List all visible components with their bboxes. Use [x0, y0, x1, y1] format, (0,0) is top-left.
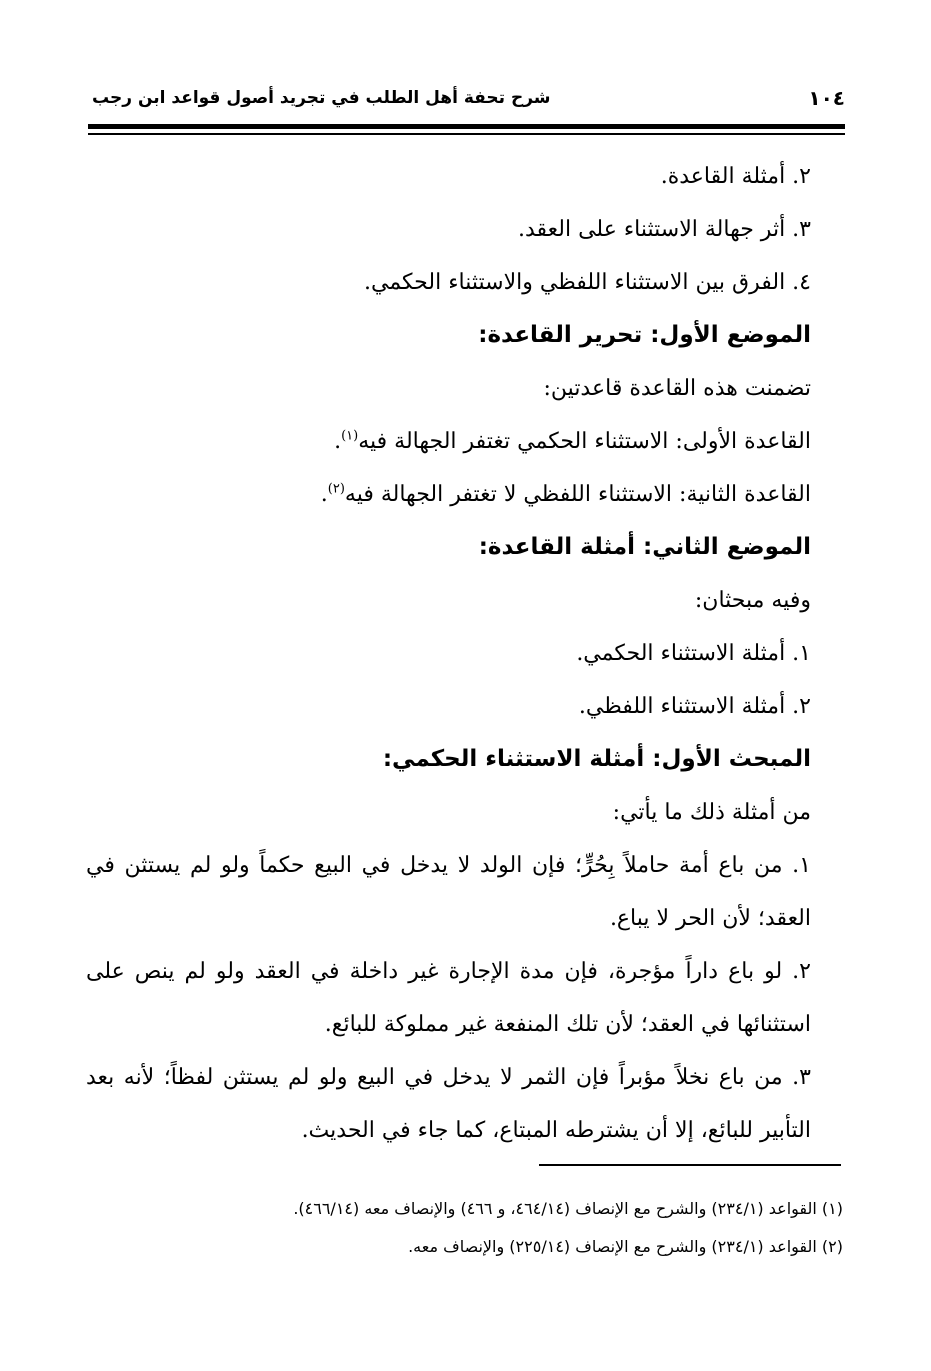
footnote-1: (١) القواعد (٢٣٤/١) والشرح مع الإنصاف (٤٦٤/١٤، و ٤٦٦) والإنصاف معه (٤٦٦/١٤). — [293, 1199, 843, 1218]
intro-paragraph-3: من أمثلة ذلك ما يأتي: — [612, 800, 811, 825]
rule-two: القاعدة الثانية: الاستثناء اللفظي لا تغتفر الجهالة فيه$^{(٢)}$. — [320, 481, 811, 507]
section-heading-1: الموضع الأول: تحرير القاعدة: — [478, 322, 811, 348]
list-item-4: ٤. الفرق بين الاستثناء اللفظي والاستثناء الحكمي. — [363, 270, 811, 295]
section-heading-2: الموضع الثاني: أمثلة القاعدة: — [478, 534, 811, 560]
intro-paragraph-2: وفيه مبحثان: — [694, 588, 811, 613]
example-1: ١. من باع أمة حاملاً بِحُرٍّ؛ فإن الولد لا يدخل في البيع حكماً ولو لم يستثن في العقد؛ لأن الحر لا يباع. — [86, 853, 811, 931]
page-number: ١٠٤ — [808, 86, 845, 110]
sub-item-1: ١. أمثلة الاستثناء الحكمي. — [576, 641, 811, 666]
sub-item-2: ٢. أمثلة الاستثناء اللفظي. — [578, 694, 811, 719]
footnote-ref-1[interactable]: (١) — [341, 428, 359, 444]
header-rule-thin — [88, 133, 845, 135]
section-heading-3: المبحث الأول: أمثلة الاستثناء الحكمي: — [382, 746, 811, 772]
page-header — [92, 86, 845, 116]
footnote-2: (٢) القواعد (٢٣٤/١) والشرح مع الإنصاف (٢٢٥/١٤) والإنصاف معه. — [408, 1237, 843, 1256]
main-text — [86, 150, 811, 1157]
list-item-3: ٣. أثر جهالة الاستثناء على العقد. — [517, 217, 811, 242]
footnotes — [86, 1190, 843, 1266]
example-2: ٢. لو باع داراً مؤجرة، فإن مدة الإجارة غير داخلة في العقد ولو لم ينص على استثنائها في العقد؛ لأن تلك المنفعة غير مملوكة للبائع. — [86, 959, 811, 1037]
footnote-separator — [539, 1164, 841, 1166]
rule-one-text: القاعدة الأولى: الاستثناء الحكمي تغتفر الجهالة فيه — [358, 429, 811, 454]
rule-two-text: القاعدة الثانية: الاستثناء اللفظي لا تغتفر الجهالة فيه — [344, 482, 811, 507]
intro-paragraph-1: تضمنت هذه القاعدة قاعدتين: — [543, 376, 811, 401]
rule-one: القاعدة الأولى: الاستثناء الحكمي تغتفر الجهالة فيه$^{(١)}$. — [334, 428, 811, 454]
list-item-2: ٢. أمثلة القاعدة. — [660, 164, 811, 189]
footnote-ref-2[interactable]: (٢) — [327, 481, 345, 497]
running-title: شرح تحفة أهل الطلب في تجريد أصول قواعد ابن رجب — [92, 88, 551, 108]
example-3: ٣. من باع نخلاً مؤبراً فإن الثمر لا يدخل في البيع ولو لم يستثن لفظاً؛ لأنه بعد التأبير للبائع، إلا أن يشترطه المبتاع، كما جاء في الحديث. — [86, 1065, 811, 1143]
header-rule-thick — [88, 124, 845, 129]
